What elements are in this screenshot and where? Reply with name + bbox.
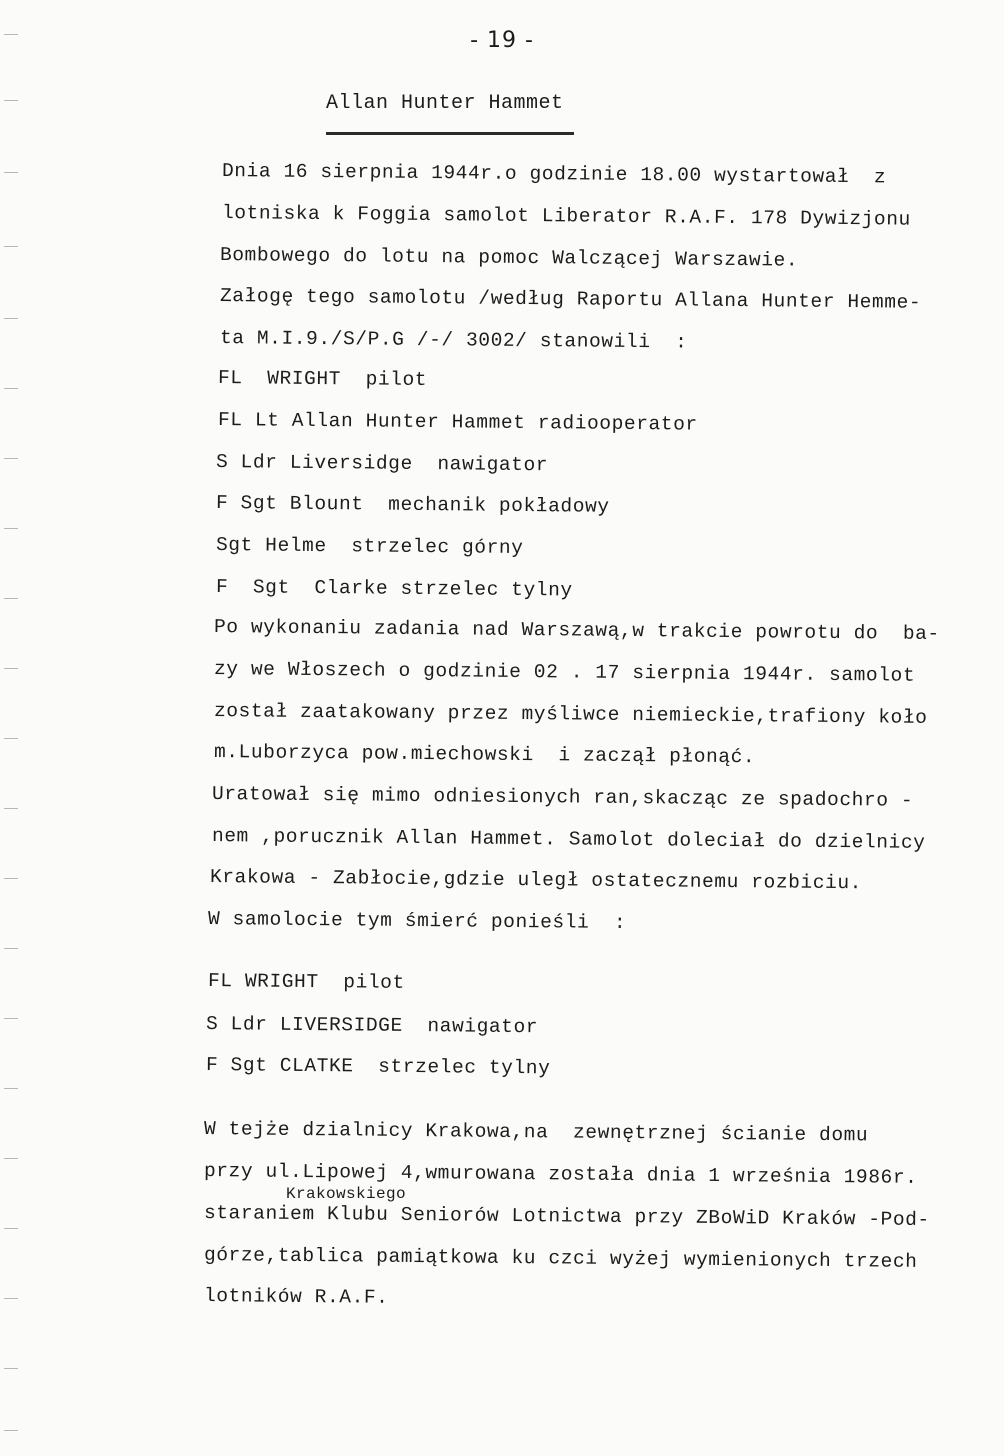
- text-line: nem ,porucznik Allan Hammet. Samolot doleciał do dzielnicy: [211, 825, 926, 854]
- text-line: lotniska k Foggia samolot Liberator R.A.F. 178 Dywizjonu: [221, 202, 911, 231]
- text-line: zy we Włoszech o godzinie 02 . 17 sierpnia 1944r. samolot: [213, 658, 916, 687]
- page-number: - 19 -: [470, 28, 534, 53]
- text-line: Bombowego do lotu na pomoc Walczącej Warszawie.: [219, 244, 799, 272]
- text-line: W samolocie tym śmierć ponieśli :: [207, 908, 627, 935]
- text-line: F Sgt Clarke strzelec tylny: [215, 576, 573, 602]
- text-line: Sgt Helme strzelec górny: [215, 534, 524, 559]
- binding-marks: [0, 0, 24, 1456]
- text-line: górze,tablica pamiątkowa ku czci wyżej wymienionych trzech: [203, 1244, 918, 1273]
- text-line: Uratował się mimo odniesionych ran,skacząc ze spadochro -: [211, 783, 914, 812]
- text-line: F Sgt Blount mechanik pokładowy: [215, 492, 610, 518]
- text-line: lotników R.A.F.: [203, 1285, 389, 1309]
- document-heading: Allan Hunter Hammet: [326, 92, 564, 115]
- text-line: FL WRIGHT pilot: [207, 970, 405, 994]
- text-line: ta M.I.9./S/P.G /-/ 3002/ stanowili :: [219, 327, 688, 354]
- text-line: Załogę tego samolotu /według Raportu Allana Hunter Hemme-: [219, 285, 922, 314]
- text-line: F Sgt CLATKE strzelec tylny: [205, 1054, 551, 1080]
- text-line: FL Lt Allan Hunter Hammet radiooperator: [217, 409, 698, 436]
- heading-underline: [326, 132, 574, 135]
- text-line: S Ldr Liversidge nawigator: [215, 451, 549, 477]
- text-line: W tejże dzialnicy Krakowa,na zewnętrznej ścianie domu: [203, 1118, 869, 1147]
- text-line: staraniem Klubu Seniorów Lotnictwa przy ZBoWiD Kraków -Pod-: [203, 1202, 930, 1231]
- text-line: Dnia 16 sierpnia 1944r.o godzinie 18.00 wystartował z: [221, 160, 887, 189]
- text-line: FL WRIGHT pilot: [217, 367, 428, 392]
- text-line: został zaatakowany przez myśliwce niemieckie,trafiony koło: [213, 700, 928, 729]
- text-line: Po wykonaniu zadania nad Warszawą,w trakcie powrotu do ba-: [213, 616, 940, 645]
- text-line: Krakowa - Zabłocie,gdzie uległ ostatecznemu rozbiciu.: [209, 866, 863, 895]
- text-line: przy ul.Lipowej 4,wmurowana została dnia 1 września 1986r.: [203, 1160, 918, 1189]
- text-line: m.Luborzyca pow.miechowski i zaczął płonąć.: [213, 741, 756, 769]
- text-line: S Ldr LIVERSIDGE nawigator: [205, 1013, 539, 1039]
- inserted-word: Krakowskiego: [286, 1185, 407, 1203]
